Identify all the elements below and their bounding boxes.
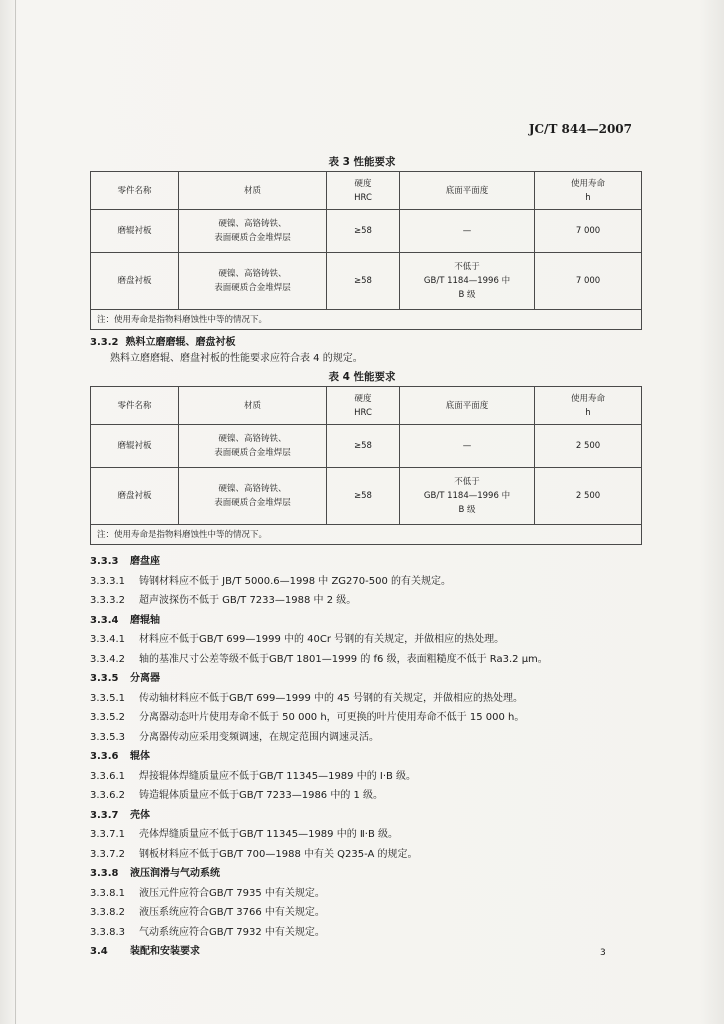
table4-row1-flatness-line2: —	[462, 441, 472, 451]
table4-row1-hardness: ≥58	[327, 425, 400, 468]
item-text: 分离器动态叶片使用寿命不低于 50 000 h，可更换的叶片使用寿命不低于 15 000 h。	[139, 712, 525, 723]
item-number: 3.3.6	[90, 751, 119, 762]
table-row	[91, 210, 642, 253]
item-text: 壳体焊缝质量应不低于GB/T 11345—1989 中的 Ⅱ·B 级。	[139, 829, 399, 840]
table4-row2-material	[179, 468, 327, 525]
section-heading: 分离器	[130, 673, 160, 684]
table4-row1-flatness	[400, 425, 535, 468]
table4-note-row	[91, 525, 642, 545]
table3-row1-life: 7 000	[535, 210, 642, 253]
table4-row1-material-line2: 表面硬质合金堆焊层	[214, 448, 291, 458]
item-number: 3.3.8.1	[90, 888, 125, 899]
item-number: 3.3.3.2	[90, 595, 125, 606]
table3-row1-part: 磨辊衬板	[91, 210, 179, 253]
section-heading: 液压润滑与气动系统	[130, 868, 220, 879]
section-heading: 磨盘座	[130, 556, 160, 567]
table4-row2-flatness	[400, 468, 535, 525]
item-text: 分离器传动应采用变频调速，在规定范围内调速灵活。	[139, 732, 379, 743]
table3-note-row	[91, 310, 642, 330]
table3-row2-material-line2: 表面硬质合金堆焊层	[214, 283, 291, 293]
item-number: 3.3.3	[90, 556, 119, 567]
table3-row1-material-line1: 硬镍、高铬铸铁、	[218, 219, 287, 229]
table4-row1-material	[179, 425, 327, 468]
table3-header-material: 材质	[179, 172, 327, 210]
page-number: 3	[600, 948, 606, 958]
item-number: 3.3.6.1	[90, 771, 125, 782]
section-3-3-2-heading	[90, 337, 235, 349]
item-text: 铸钢材料应不低于 JB/T 5000.6—1998 中 ZG270-500 的有关规定。	[139, 576, 452, 587]
item-text: 材料应不低于GB/T 699—1999 中的 40Cr 号钢的有关规定，并做相应的热处理。	[139, 634, 505, 645]
table4-header-part: 零件名称	[91, 387, 179, 425]
standard-number-header: JC/T 844—2007	[528, 122, 632, 136]
table4-header-flatness: 底面平面度	[400, 387, 535, 425]
table-row	[91, 253, 642, 310]
item-number: 3.3.6.2	[90, 790, 125, 801]
item-number: 3.3.4.2	[90, 654, 125, 665]
table4-row1-part: 磨辊衬板	[91, 425, 179, 468]
item-text: 超声波探伤不低于 GB/T 7233—1988 中 2 级。	[139, 595, 357, 606]
table-row	[91, 425, 642, 468]
table4-row2-life: 2 500	[535, 468, 642, 525]
table3-note: 注：使用寿命是指物料磨蚀性中等的情况下。	[91, 310, 642, 330]
item-text: 轴的基准尺寸公差等级不低于GB/T 1801—1999 的 f6 级，表面粗糙度不低于 Ra3.2 μm。	[139, 654, 548, 665]
item-number: 3.4	[90, 946, 108, 957]
item-number: 3.3.8.2	[90, 907, 125, 918]
table3-title: 表 3 性能要求	[328, 156, 396, 168]
table3-header-life-label: 使用寿命	[570, 178, 605, 189]
table4-header-life-label: 使用寿命	[570, 393, 605, 404]
table4	[90, 386, 642, 545]
table3-row1-hardness: ≥58	[327, 210, 400, 253]
table3-row2-flatness-line3: B 级	[458, 290, 476, 300]
table4-row2-flatness-line3: B 级	[458, 505, 476, 515]
table3-header-flatness: 底面平面度	[400, 172, 535, 210]
table4-row2-material-line1: 硬镍、高铬铸铁、	[218, 484, 287, 494]
table3-row2-material-line1: 硬镍、高铬铸铁、	[218, 269, 287, 279]
item-text: 钢板材料应不低于GB/T 700—1988 中有关 Q235-A 的规定。	[139, 849, 418, 860]
table3-row2-part: 磨盘衬板	[91, 253, 179, 310]
table3-row2-hardness: ≥58	[327, 253, 400, 310]
item-text: 铸造辊体质量应不低于GB/T 7233—1986 中的 1 级。	[139, 790, 384, 801]
table3-row2-life: 7 000	[535, 253, 642, 310]
item-number: 3.3.8.3	[90, 927, 125, 938]
section-title: 熟料立磨磨辊、磨盘衬板	[125, 337, 236, 348]
item-number: 3.3.5	[90, 673, 119, 684]
item-text: 气动系统应符合GB/T 7932 中有关规定。	[139, 927, 325, 938]
table4-header-row	[91, 387, 642, 425]
table3-row1-material	[179, 210, 327, 253]
table3-row2-flatness	[400, 253, 535, 310]
table3-header-part: 零件名称	[91, 172, 179, 210]
item-text: 焊接辊体焊缝质量应不低于GB/T 11345—1989 中的 I·B 级。	[139, 771, 417, 782]
table3-header-hardness-label: 硬度	[354, 178, 372, 189]
table4-row2-material-line2: 表面硬质合金堆焊层	[214, 498, 291, 508]
table4-row2-hardness: ≥58	[327, 468, 400, 525]
table3-header-hardness-unit: HRC	[354, 192, 372, 203]
item-number: 3.3.5.2	[90, 712, 125, 723]
table3-header-life	[535, 172, 642, 210]
item-number: 3.3.8	[90, 868, 119, 879]
table4-header-hardness	[327, 387, 400, 425]
table3	[90, 171, 642, 330]
item-number: 3.3.5.3	[90, 732, 125, 743]
item-number: 3.3.3.1	[90, 576, 125, 587]
table4-header-hardness-unit: HRC	[354, 407, 372, 418]
item-number: 3.3.4.1	[90, 634, 125, 645]
item-number: 3.3.4	[90, 615, 119, 626]
table3-row2-flatness-line1: 不低于	[454, 262, 480, 272]
section-number: 3.3.2	[90, 337, 119, 348]
section-3-3-2-body: 熟料立磨磨辊、磨盘衬板的性能要求应符合表 4 的规定。	[110, 353, 363, 364]
item-text: 液压元件应符合GB/T 7935 中有关规定。	[139, 888, 325, 899]
table3-row2-flatness-line2: GB/T 1184—1996 中	[423, 276, 511, 286]
item-number: 3.3.5.1	[90, 693, 125, 704]
item-number: 3.3.7.1	[90, 829, 125, 840]
table4-row2-flatness-line2: GB/T 1184—1996 中	[423, 491, 511, 501]
table4-row1-material-line1: 硬镍、高铬铸铁、	[218, 434, 287, 444]
table4-header-material: 材质	[179, 387, 327, 425]
section-heading: 磨辊轴	[130, 615, 160, 626]
table4-header-life	[535, 387, 642, 425]
item-text: 液压系统应符合GB/T 3766 中有关规定。	[139, 907, 325, 918]
table4-header-hardness-label: 硬度	[354, 393, 372, 404]
table4-row1-life: 2 500	[535, 425, 642, 468]
table3-row1-flatness	[400, 210, 535, 253]
table4-row2-flatness-line1: 不低于	[454, 477, 480, 487]
table3-row1-material-line2: 表面硬质合金堆焊层	[214, 233, 291, 243]
table-row	[91, 468, 642, 525]
table3-header-hardness	[327, 172, 400, 210]
table4-row2-part: 磨盘衬板	[91, 468, 179, 525]
item-number: 3.3.7.2	[90, 849, 125, 860]
table3-header-row	[91, 172, 642, 210]
section-heading: 装配和安装要求	[130, 946, 200, 957]
section-heading: 壳体	[130, 810, 150, 821]
table4-title: 表 4 性能要求	[328, 371, 396, 383]
item-text: 传动轴材料应不低于GB/T 699—1999 中的 45 号钢的有关规定，并做相应的热处理。	[139, 693, 524, 704]
section-heading: 辊体	[130, 751, 150, 762]
table3-header-life-unit: h	[585, 192, 591, 203]
table3-row2-material	[179, 253, 327, 310]
table4-header-life-unit: h	[585, 407, 591, 418]
table4-note: 注：使用寿命是指物料磨蚀性中等的情况下。	[91, 525, 642, 545]
table3-row1-flatness-line2: —	[462, 226, 472, 236]
binding-edge	[15, 0, 16, 1024]
item-number: 3.3.7	[90, 810, 119, 821]
